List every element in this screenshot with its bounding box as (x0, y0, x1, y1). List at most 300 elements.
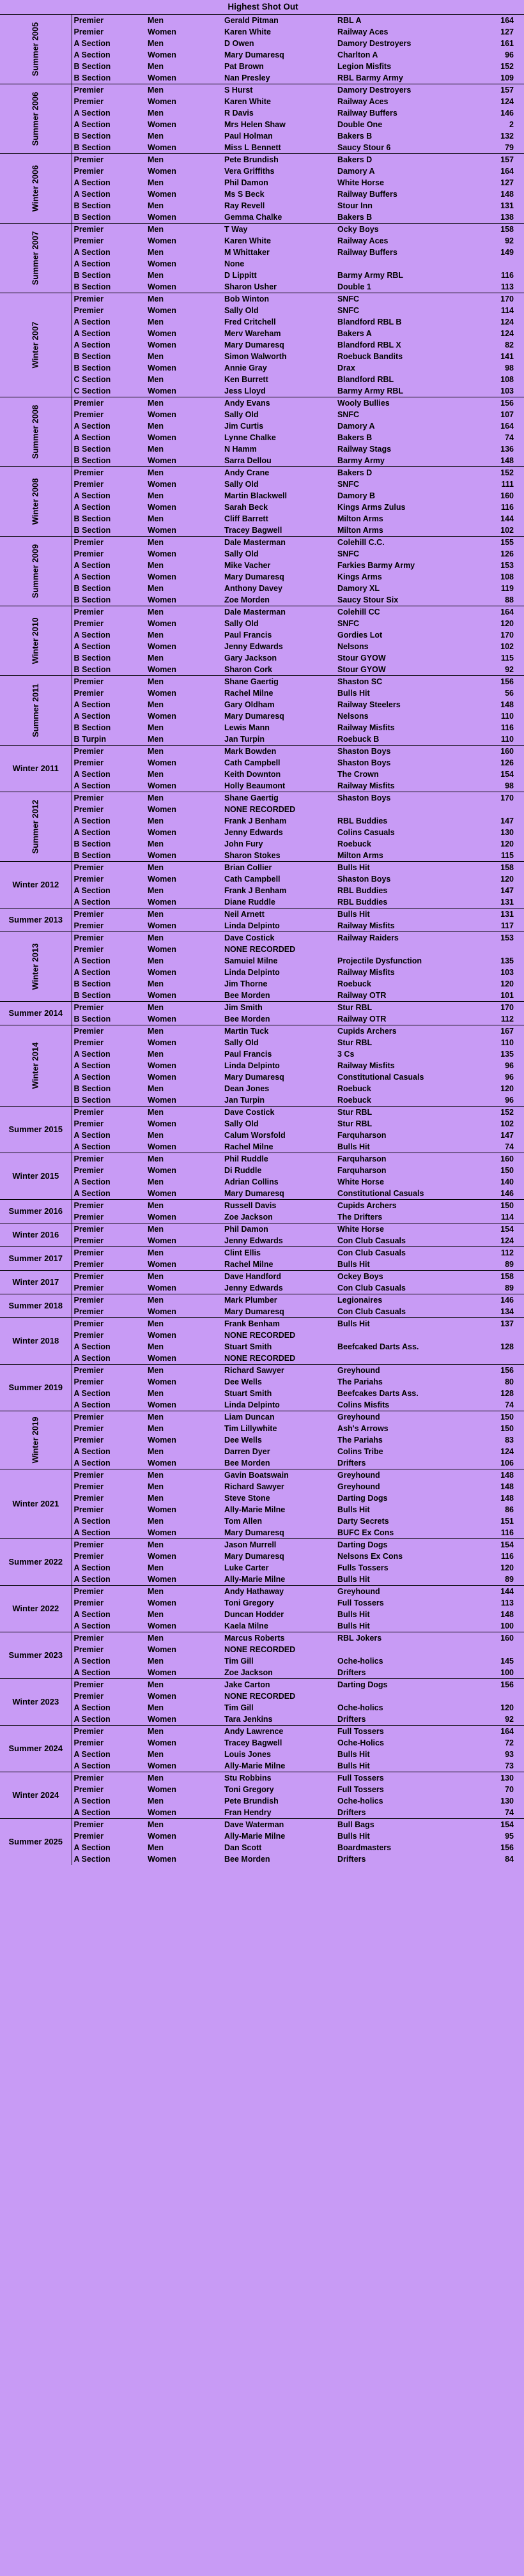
section-cell: Premier (72, 1271, 146, 1283)
gender-cell: Women (148, 1260, 176, 1269)
player-cell: Darren Dyer (224, 1447, 270, 1456)
section-cell: Premier (73, 480, 104, 489)
player-cell: Sally Old (224, 549, 259, 558)
section-cell: Premier (73, 1284, 104, 1292)
team-cell: Shaston Boys (337, 875, 391, 884)
section-cell: A Section (73, 1855, 111, 1864)
gender-cell: Women (148, 1307, 176, 1316)
section-cell: Premier (73, 1307, 104, 1316)
player-cell: Paul Francis (224, 1050, 272, 1059)
player-cell: Tom Allen (224, 1517, 263, 1526)
score-cell: 113 (500, 1598, 514, 1607)
season-label (0, 676, 72, 746)
gender-cell: Women (148, 1715, 176, 1724)
score-cell: 137 (475, 1318, 524, 1330)
table-row (0, 1562, 524, 1574)
player-cell: Gerald Pitman (222, 15, 335, 27)
gender-cell: Men (148, 735, 164, 744)
team-cell: Drax (337, 364, 355, 372)
table-row (0, 258, 524, 270)
table-row (0, 339, 524, 351)
player-cell: Holly Beaumont (224, 781, 286, 790)
team-cell: Con Club Casuals (337, 1307, 406, 1316)
table-row (0, 1341, 524, 1353)
section-cell: Premier (73, 236, 104, 245)
team-cell: Con Club Casuals (337, 1236, 406, 1245)
team-cell: Stur RBL (337, 1038, 373, 1047)
table-row (0, 443, 524, 455)
score-cell: 130 (500, 828, 514, 837)
gender-cell: Women (148, 689, 176, 698)
section-cell: A Section (73, 1400, 111, 1409)
gender-cell: Women (148, 167, 176, 176)
table-row (0, 1118, 524, 1130)
gender-cell: Men (148, 631, 164, 640)
player-cell: Tim Gill (224, 1657, 254, 1666)
season-name: Winter 2022 (12, 1604, 59, 1613)
score-cell: 72 (505, 1738, 514, 1747)
table-row (0, 1025, 524, 1038)
section-cell: A Section (73, 700, 111, 709)
player-cell: Ally-Marie Milne (224, 1575, 286, 1584)
team-cell: Damory A (337, 167, 375, 176)
gender-cell: Women (148, 921, 176, 930)
team-cell: White Horse (337, 178, 384, 187)
season-name: Summer 2017 (8, 1254, 63, 1263)
player-cell: Neil Arnett (222, 908, 335, 921)
team-cell: RBL Buddies (337, 898, 388, 907)
player-cell: N Hamm (224, 445, 257, 454)
section-cell: B Section (73, 514, 111, 523)
team-cell: Drifters (337, 1459, 366, 1468)
gender-cell: Women (148, 805, 176, 814)
table-row (0, 908, 524, 921)
team-cell: Railway Aces (337, 236, 389, 245)
table-row (0, 873, 524, 885)
score-cell: 128 (500, 1342, 514, 1351)
score-cell: 164 (475, 15, 524, 27)
gender-cell: Women (148, 828, 176, 837)
score-cell: 120 (500, 875, 514, 884)
gender-cell: Men (148, 979, 164, 988)
player-cell: Cliff Barrett (224, 514, 268, 523)
team-cell: The Pariahs (337, 1436, 383, 1445)
team-cell: Bulls Hit (337, 1750, 370, 1759)
section-cell: B Section (73, 62, 111, 71)
gender-cell: Women (148, 1400, 176, 1409)
player-cell: NONE RECORDED (224, 1331, 296, 1340)
section-cell: Premier (73, 1236, 104, 1245)
gender-cell: Men (148, 1389, 164, 1398)
table-row (0, 733, 524, 746)
player-cell: Mary Dumaresq (224, 50, 284, 59)
section-cell: Premier (72, 154, 146, 166)
section-cell: A Section (73, 1050, 111, 1059)
team-cell: Damory B (337, 491, 376, 500)
score-cell: 130 (475, 1772, 524, 1784)
gender-cell: Women (148, 1808, 176, 1817)
section-cell: A Section (73, 178, 111, 187)
score-cell: 148 (500, 190, 514, 199)
player-cell: Karen White (224, 97, 271, 106)
section-cell: A Section (73, 109, 111, 118)
player-cell: None (224, 259, 245, 268)
score-cell: 92 (505, 1715, 514, 1724)
gender-cell: Men (146, 1411, 222, 1423)
player-cell: Bob Winton (222, 293, 335, 305)
gender-cell: Men (148, 109, 164, 118)
score-cell: 156 (500, 1843, 514, 1852)
gender-cell: Women (148, 945, 176, 954)
table-row (0, 15, 524, 27)
table-row (0, 316, 524, 328)
player-cell: Shane Gaertig (222, 792, 335, 804)
table-row (0, 1644, 524, 1655)
player-cell: Gary Oldham (224, 700, 275, 709)
gender-cell: Women (148, 758, 176, 767)
gender-cell: Women (148, 991, 176, 1000)
gender-cell: Women (148, 50, 176, 59)
table-row (0, 838, 524, 850)
section-cell: Premier (72, 1002, 146, 1014)
team-cell: Bulls Hit (337, 1761, 370, 1770)
season-label (0, 1153, 72, 1200)
section-cell: Premier (73, 1598, 104, 1607)
gender-cell: Women (148, 665, 176, 674)
player-cell: D Owen (224, 39, 254, 48)
season-label (0, 1223, 72, 1247)
section-cell: B Section (73, 851, 111, 860)
score-cell: 144 (500, 514, 514, 523)
section-cell: A Section (73, 1142, 111, 1151)
table-row (0, 1527, 524, 1539)
team-cell: Railway Misfits (337, 1061, 395, 1070)
player-cell: Dave Costick (222, 1107, 335, 1119)
team-cell: Wooly Bullies (335, 397, 475, 410)
table-row (0, 815, 524, 827)
player-cell: Dave Handford (222, 1271, 335, 1283)
section-cell: A Section (73, 1354, 111, 1363)
score-cell: 146 (500, 1189, 514, 1198)
section-cell: A Section (73, 1517, 111, 1526)
player-cell: Cath Campbell (224, 758, 281, 767)
gender-cell: Men (148, 1084, 164, 1093)
gender-cell: Women (148, 1668, 176, 1677)
player-cell: Bee Morden (224, 1855, 270, 1864)
player-cell: T Way (222, 224, 335, 236)
score-cell: 153 (500, 561, 514, 570)
season-name: Winter 2011 (12, 763, 59, 773)
gender-cell: Women (148, 410, 176, 419)
section-cell: A Section (73, 433, 111, 442)
team-cell: Damory A (337, 422, 375, 431)
score-cell: 164 (500, 167, 514, 176)
score-cell: 109 (500, 73, 514, 82)
player-cell: Miss L Bennett (224, 143, 281, 152)
table-row (0, 722, 524, 733)
gender-cell: Women (148, 1015, 176, 1023)
score-cell: 148 (500, 1610, 514, 1619)
table-row (0, 804, 524, 815)
section-cell: Premier (73, 1038, 104, 1047)
section-cell: A Section (73, 491, 111, 500)
team-cell: Oche-Holics (337, 1738, 384, 1747)
table-row (0, 107, 524, 119)
team-cell: Railway Buffers (337, 109, 397, 118)
team-cell: Railway Aces (337, 27, 389, 36)
section-cell: A Section (73, 1575, 111, 1584)
player-cell: Sarra Dellou (224, 456, 272, 465)
season-name: Summer 2025 (8, 1837, 63, 1846)
score-cell: 120 (500, 1703, 514, 1712)
gender-cell: Men (146, 224, 222, 236)
table-row (0, 850, 524, 862)
player-cell: Gary Jackson (224, 654, 277, 663)
season-name: Summer 2008 (30, 404, 40, 459)
team-cell: Bulls Hit (337, 1832, 370, 1841)
table-row (0, 1504, 524, 1515)
section-cell: A Section (73, 1528, 111, 1537)
team-cell: Oche-holics (337, 1657, 383, 1666)
player-cell: Jim Thorne (224, 979, 268, 988)
score-cell: 102 (500, 526, 514, 535)
season-name: Winter 2021 (12, 1499, 59, 1508)
section-cell: A Section (73, 781, 111, 790)
player-cell: Mary Dumaresq (224, 1307, 284, 1316)
section-cell: Premier (73, 1436, 104, 1445)
player-cell: Ms S Beck (224, 190, 265, 199)
player-cell: Kaela Milne (224, 1621, 268, 1630)
gender-cell: Men (146, 932, 222, 944)
team-cell: SNFC (337, 480, 360, 489)
player-cell: Rachel Milne (224, 1142, 274, 1151)
score-cell: 100 (500, 1668, 514, 1677)
table-row (0, 420, 524, 432)
table-row (0, 130, 524, 142)
team-cell: Bulls Hit (337, 1142, 370, 1151)
table-row (0, 687, 524, 699)
season-label (0, 932, 72, 1002)
table-row (0, 652, 524, 664)
player-cell: Mary Dumaresq (224, 1073, 284, 1082)
section-cell: A Section (73, 886, 111, 895)
gender-cell: Men (146, 1223, 222, 1236)
section-cell: Premier (72, 1247, 146, 1259)
score-cell: 131 (475, 908, 524, 921)
team-cell: Bakers D (335, 467, 475, 479)
player-cell: Mary Dumaresq (224, 1552, 284, 1561)
section-cell: B Turpin (73, 735, 106, 744)
section-cell: A Section (73, 318, 111, 326)
section-cell: Premier (72, 1586, 146, 1598)
team-cell: Bulls Hit (337, 1505, 370, 1514)
team-cell: Full Tossers (337, 1598, 384, 1607)
gender-cell: Women (148, 1598, 176, 1607)
table-row (0, 293, 524, 305)
team-cell: The Pariahs (337, 1377, 383, 1386)
section-cell: Premier (72, 1294, 146, 1307)
player-cell: Duncan Hodder (224, 1610, 284, 1619)
section-cell: Premier (73, 1213, 104, 1222)
score-cell: 86 (505, 1505, 514, 1514)
season-label (0, 606, 72, 676)
season-label (0, 1411, 72, 1469)
table-row (0, 1071, 524, 1083)
team-cell: RBL A (335, 15, 475, 27)
team-cell: Railway Misfits (337, 968, 395, 977)
section-cell: A Section (73, 1459, 111, 1468)
team-cell: Railway Buffers (337, 190, 397, 199)
player-cell: Dave Waterman (222, 1819, 335, 1831)
score-cell: 82 (505, 341, 514, 349)
section-cell: Premier (73, 1377, 104, 1386)
gender-cell: Men (148, 1447, 164, 1456)
section-cell: Premier (73, 1832, 104, 1841)
score-cell: 116 (500, 1528, 514, 1537)
team-cell: Double 1 (337, 282, 371, 291)
score-cell: 110 (500, 735, 514, 744)
section-cell: B Section (73, 456, 111, 465)
player-cell: Russell Davis (222, 1200, 335, 1212)
gender-cell: Women (148, 1142, 176, 1151)
section-cell: Premier (72, 1200, 146, 1212)
table-row (0, 1141, 524, 1153)
score-cell: 120 (500, 979, 514, 988)
gender-cell: Men (146, 1294, 222, 1307)
table-row (0, 1013, 524, 1025)
gender-cell: Women (148, 1505, 176, 1514)
player-cell: Pete Brundish (222, 154, 335, 166)
table-row (0, 1200, 524, 1212)
table-row (0, 1365, 524, 1377)
table-row (0, 1188, 524, 1200)
score-cell: 161 (500, 39, 514, 48)
team-cell: 3 Cs (337, 1050, 355, 1059)
team-cell: Darting Dogs (335, 1679, 475, 1691)
score-cell: 132 (500, 132, 514, 141)
table-row (0, 746, 524, 758)
section-cell: A Section (73, 422, 111, 431)
gender-cell: Women (148, 236, 176, 245)
team-cell: The Drifters (337, 1213, 383, 1222)
section-cell: B Section (73, 364, 111, 372)
table-row (0, 583, 524, 594)
team-cell: Nelsons Ex Cons (337, 1552, 403, 1561)
section-cell: A Section (73, 631, 111, 640)
score-cell: 2 (509, 120, 514, 129)
table-row (0, 955, 524, 967)
gender-cell: Men (146, 1153, 222, 1165)
section-cell: A Section (73, 190, 111, 199)
team-cell: Milton Arms (337, 514, 383, 523)
gender-cell: Men (146, 1586, 222, 1598)
team-cell: Ocky Boys (335, 224, 475, 236)
score-cell: 152 (475, 1107, 524, 1119)
score-cell: 160 (475, 1153, 524, 1165)
gender-cell: Women (148, 190, 176, 199)
gender-cell: Men (146, 1365, 222, 1377)
team-cell: Blandford RBL X (337, 341, 401, 349)
player-cell: Vera Griffiths (224, 167, 275, 176)
gender-cell: Women (148, 341, 176, 349)
table-row (0, 432, 524, 443)
score-cell: 154 (500, 770, 514, 779)
player-cell: Dee Wells (224, 1436, 262, 1445)
team-cell: Oche-holics (337, 1703, 383, 1712)
section-cell: Premier (72, 1632, 146, 1644)
gender-cell: Women (148, 1119, 176, 1128)
gender-cell: Men (148, 1342, 164, 1351)
season-name: Summer 2014 (8, 1008, 63, 1018)
gender-cell: Women (148, 1061, 176, 1070)
player-cell: Jenny Edwards (224, 642, 283, 651)
section-cell: A Section (73, 1177, 111, 1186)
section-cell: A Section (73, 816, 111, 825)
gender-cell: Men (146, 1318, 222, 1330)
team-cell: White Horse (337, 1177, 384, 1186)
table-row (0, 1294, 524, 1307)
season-name: Summer 2006 (30, 91, 40, 146)
score-cell: 130 (500, 1797, 514, 1805)
team-cell: Shaston SC (335, 676, 475, 688)
score-cell: 152 (475, 467, 524, 479)
season-label (0, 1632, 72, 1679)
section-cell: A Section (73, 1715, 111, 1724)
gender-cell: Men (148, 178, 164, 187)
player-cell: Mary Dumaresq (224, 572, 284, 581)
table-row (0, 1690, 524, 1702)
score-cell: 92 (505, 665, 514, 674)
table-row (0, 920, 524, 932)
player-cell: John Fury (224, 839, 263, 848)
section-cell: Premier (72, 792, 146, 804)
score-cell: 108 (500, 375, 514, 384)
score-cell: 107 (500, 410, 514, 419)
section-cell: Premier (72, 862, 146, 874)
team-cell: The Crown (337, 770, 379, 779)
score-cell: 128 (500, 1389, 514, 1398)
player-cell: Jim Smith (222, 1002, 335, 1014)
player-cell: NONE RECORDED (224, 1645, 296, 1654)
team-cell: Damory XL (337, 584, 380, 593)
gender-cell: Men (148, 1131, 164, 1140)
table-row (0, 1002, 524, 1014)
gender-cell: Men (146, 1679, 222, 1691)
player-cell: Dee Wells (224, 1377, 262, 1386)
player-cell: Bee Morden (224, 1015, 270, 1023)
table-row (0, 165, 524, 177)
player-cell: Tim Lillywhite (224, 1424, 277, 1433)
player-cell: Sharon Stokes (224, 851, 281, 860)
team-cell: Farquharson (335, 1153, 475, 1165)
section-cell: C Section (73, 375, 111, 384)
table-row (0, 618, 524, 629)
player-cell: Lewis Mann (224, 723, 270, 732)
player-cell: Mary Dumaresq (224, 712, 284, 721)
score-cell: 108 (500, 572, 514, 581)
team-cell: Bakers A (337, 329, 372, 338)
season-name: Winter 2019 (30, 1416, 40, 1464)
section-cell: Premier (72, 932, 146, 944)
team-cell: Roebuck Bandits (337, 352, 403, 361)
team-cell: Constitutional Casuals (337, 1073, 424, 1082)
table-row (0, 1446, 524, 1457)
table-row (0, 1597, 524, 1609)
section-cell: C Section (73, 387, 111, 395)
season-name: Summer 2018 (8, 1301, 63, 1310)
player-cell: Clint Ellis (222, 1247, 335, 1259)
table-row (0, 224, 524, 236)
